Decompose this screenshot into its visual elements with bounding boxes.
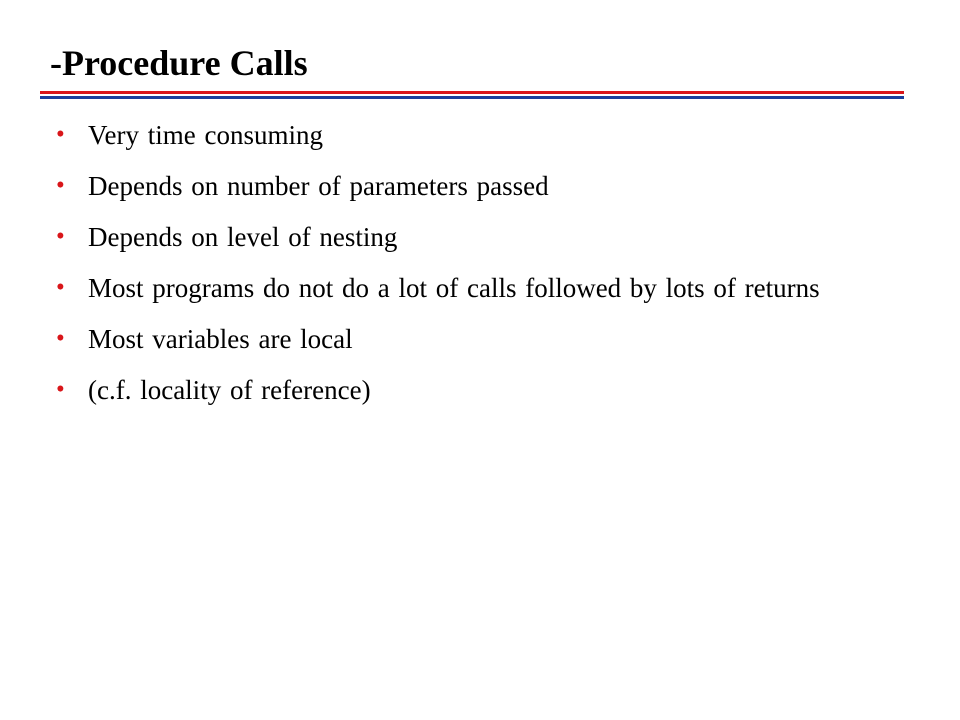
bullet-item — [56, 169, 916, 203]
bullet-text: (c.f. locality of reference) — [88, 375, 371, 405]
bullet-dot-icon: • — [56, 376, 65, 403]
bullet-dot-icon: • — [56, 274, 65, 301]
bullet-list — [56, 118, 916, 424]
bullet-text: Most programs do not do a lot of calls followed by lots of returns — [88, 273, 820, 303]
bullet-dot-icon: • — [56, 121, 65, 148]
bullet-text: Depends on number of parameters passed — [88, 171, 549, 201]
bullet-item — [56, 271, 916, 305]
bullet-item — [56, 322, 916, 356]
bullet-item — [56, 220, 916, 254]
slide-title: -Procedure Calls — [50, 43, 308, 83]
bullet-text: Very time consuming — [88, 120, 323, 150]
title-underline — [40, 91, 904, 99]
bullet-dot-icon: • — [56, 172, 65, 199]
title-underline-blue — [40, 96, 904, 99]
bullet-text: Depends on level of nesting — [88, 222, 398, 252]
bullet-text: Most variables are local — [88, 324, 353, 354]
bullet-item — [56, 118, 916, 152]
bullet-dot-icon: • — [56, 325, 65, 352]
bullet-dot-icon: • — [56, 223, 65, 250]
bullet-item — [56, 373, 916, 407]
